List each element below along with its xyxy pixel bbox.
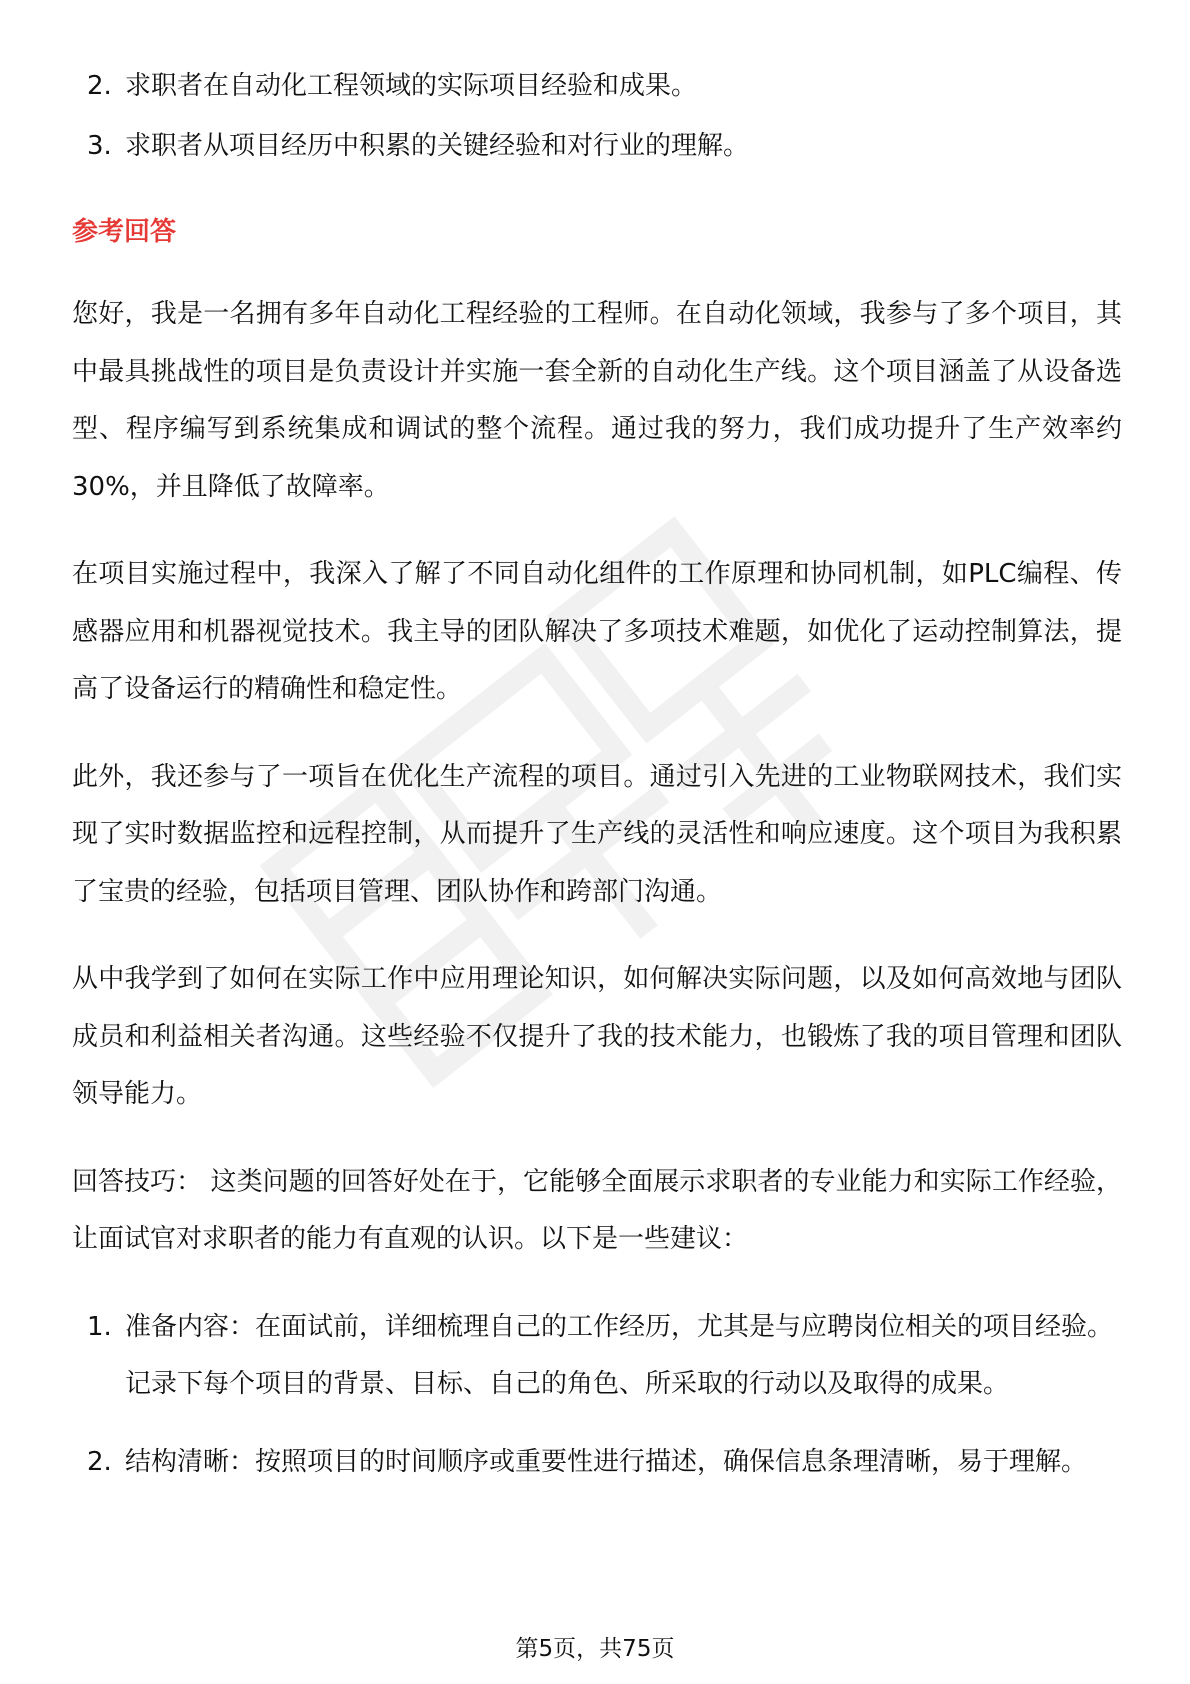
list-number: 1. <box>87 1311 112 1342</box>
list-item <box>72 1434 1122 1492</box>
answer-heading: 参考回答 <box>72 217 177 247</box>
tips-list <box>72 1299 1122 1492</box>
list-text: 求职者在自动化工程领域的实际项目经验和成果。 <box>125 71 698 101</box>
answer-paragraph: 在项目实施过程中，我深入了解了不同自动化组件的工作原理和协同机制，如PLC编程、传感器应用和机器视觉技术。我主导的团队解决了多项技术难题，如优化了运动控制算法，提高了设备运行的精确性和稳定性。 <box>72 559 1122 704</box>
page-footer: 第5页，共75页 <box>515 1636 675 1662</box>
list-text: 准备内容：在面试前，详细梳理自己的工作经历，尤其是与应聘岗位相关的项目经验。记录下每个项目的背景、目标、自己的角色、所采取的行动以及取得的成果。 <box>125 1311 1114 1399</box>
intro-list <box>72 56 1122 176</box>
answer-paragraph: 此外，我还参与了一项旨在优化生产流程的项目。通过引入先进的工业物联网技术，我们实现了实时数据监控和远程控制，从而提升了生产线的灵活性和响应速度。这个项目为我积累了宝贵的经验，包括项目管理、团队协作和跨部门沟通。 <box>72 761 1122 907</box>
list-text: 结构清晰：按照项目的时间顺序或重要性进行描述，确保信息条理清晰，易于理解。 <box>125 1446 1088 1477</box>
list-number: 2. <box>87 1446 112 1477</box>
tips-intro-paragraph: 回答技巧： 这类问题的回答好处在于，它能够全面展示求职者的专业能力和实际工作经验，让面试官对求职者的能力有直观的认识。以下是一些建议： <box>72 1166 1122 1254</box>
document-page <box>72 56 1122 1511</box>
list-item <box>72 1299 1122 1414</box>
list-item <box>72 56 1122 116</box>
list-number: 2. <box>87 71 112 101</box>
list-item <box>72 116 1122 176</box>
answer-paragraph: 您好，我是一名拥有多年自动化工程经验的工程师。在自动化领域，我参与了多个项目，其中最具挑战性的项目是负责设计并实施一套全新的自动化生产线。这个项目涵盖了从设备选型、程序编写到系统集成和调试的整个流程。通过我的努力，我们成功提升了生产效率约30%，并且降低了故障率。 <box>72 299 1122 502</box>
list-number: 3. <box>87 131 112 161</box>
answer-paragraph: 从中我学到了如何在实际工作中应用理论知识，如何解决实际问题，以及如何高效地与团队成员和利益相关者沟通。这些经验不仅提升了我的技术能力，也锻炼了我的项目管理和团队领导能力。 <box>72 964 1122 1109</box>
list-text: 求职者从项目经历中积累的关键经验和对行业的理解。 <box>125 131 750 161</box>
